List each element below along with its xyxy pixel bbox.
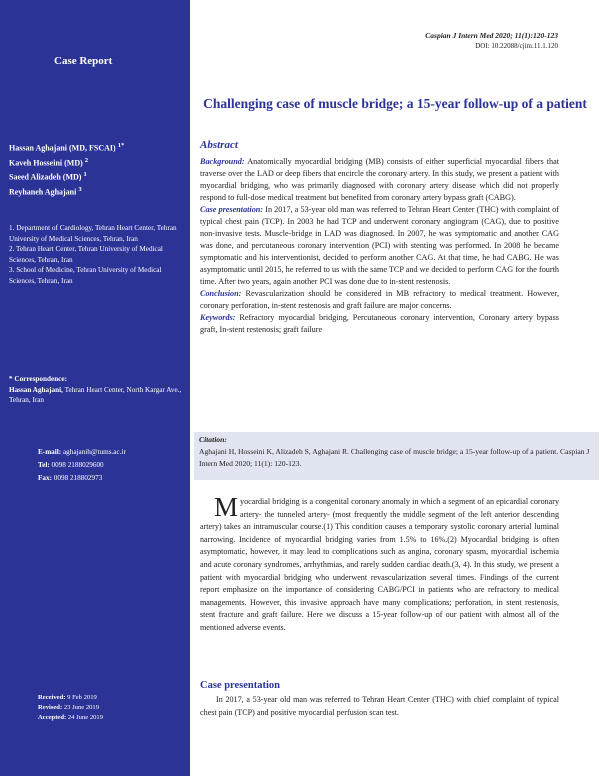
introduction xyxy=(200,492,559,635)
article-title: Challenging case of muscle bridge; a 15-year follow-up of a patient xyxy=(203,96,587,111)
citation-heading: Citation: xyxy=(199,435,227,444)
journal-header xyxy=(425,30,558,52)
email-link[interactable]: aghajanih@tums.ac.ir xyxy=(62,448,126,456)
affiliation: 1. Department of Cardiology, Tehran Heart Center, Tehran University of Medical Sciences, Tehran, Iran xyxy=(9,224,177,243)
author: Hassan Aghajani (MD, FSCAI) $^{1*}$ xyxy=(9,142,125,153)
citation-box xyxy=(194,432,599,480)
affiliation: 2. Tehran Heart Center, Tehran University of Medical Sciences, Tehran, Iran xyxy=(9,245,163,264)
fax-value: 0098 218802973 xyxy=(53,474,103,482)
author: Reyhaneh Aghajani $^3$ xyxy=(9,185,82,197)
affiliations xyxy=(9,223,185,287)
accepted-date: 24 June 2019 xyxy=(67,714,104,721)
citation-text: Aghajani H, Hosseini K, Alizadeh S, Aghajani R. Challenging case of muscle bridge; a 15-year follow-up of a patient. Caspian J Intern Med 2020; 11(1): 120-123. xyxy=(199,447,590,468)
received-date: 9 Feb 2019 xyxy=(67,694,97,701)
author: Saeed Alizadeh (MD) $^1$ xyxy=(9,171,87,182)
abstract-conclusion: Conclusion: Revascularization should be considered in MB refractory to medical treatment. However, coronary perforation, in-stent restenosis and graft failure are major concerns. xyxy=(200,289,559,310)
abstract-keywords: Keywords: Refractory myocardial bridging, Percutaneous coronary intervention, Coronary artery bypass graft, In-stent restenosis; graft failure xyxy=(200,313,559,334)
correspondence-label: * Correspondence: xyxy=(9,375,67,383)
correspondence-name: Hassan Aghajani, xyxy=(9,385,63,394)
abstract-body xyxy=(200,156,559,336)
intro-text: yocardial bridging is a congenital coronary anomaly in which a segment of an epicardial coronary artery- the tunneled artery- (most frequently the middle segment of the left anterior descending artery) takes an intramuscular course.(1) This condition causes a temporary systolic coronary arterial luminal narrowing. Incidence of myocardial bridging varies from 1.5% to 16%.(2) Myocardial bridging is often asymptomatic, however, it may lead to complications such as angina, coronary spasm, myocardial ischemia and acute coronary syndromes, arrhythmias, and rarely sudden cardiac death.(3, 4). In this study, we present a patient with myocardial bridging who underwent revascularization several times. Findings of the current report emphasize on the importance of considering CABG/PCI in patients who are refractory to medical managements. However, this invasive approach have many complications; perforation, in stent restenosis, stent fracture and graft failure. Here we discuss a 15-year follow-up of our patient with almost all of the mentioned adverse events. xyxy=(200,497,559,632)
correspondence xyxy=(9,374,185,406)
tel-value: 0098 2188029600 xyxy=(51,461,104,469)
author: Kaveh Hosseini (MD) $^2$ xyxy=(9,156,89,168)
journal-citation: Caspian J Intern Med 2020; 11(1):120-123 xyxy=(425,31,558,40)
correspondence-address: Tehran Heart Center, North Kargar Ave., Tehran, Iran xyxy=(9,385,182,405)
fax-label: Fax: xyxy=(38,474,52,482)
abstract-background: Background: Anatomically myocardial bridging (MB) consists of either superficial myocardial fibers that traverse over the LAD or deep fibers that encircle the coronary artery. In this study, we present a patient with myocardial bridging, who was primarily diagnosed with coronary artery disease which did not properly respond to full-dose medical treatment but benefited from coronary artery bypass graft (CABG). xyxy=(200,157,559,202)
doi[interactable]: DOI: 10.22088/cjim.11.1.120 xyxy=(475,42,558,50)
revised-date: 23 June 2019 xyxy=(63,704,100,711)
case-presentation-text: In 2017, a 53-year old man was referred to Tehran Heart Center (THC) with chief complaint of typical chest pain (TCP) and positive myocardial perfusion scan test. xyxy=(200,695,559,717)
sidebar xyxy=(0,0,190,776)
abstract-case: Case presentation: In 2017, a 53-year old man was referred to Tehran Heart Center (THC) with complaint of typical chest pain (TCP). In 2003 he had TCP and underwent coronary angiogram (CAG), due to positive non-invasive tests. Muscle-bridge in LAD was diagnosed. In 2007, he was symptomatic and another CAG was done, and percutaneous coronary intervention (PCI) with stenting was performed. In 2008 he became symptomatic and his interventionist, decided to perform another CAG. At that time, he had CABG. He was asymptomatic until 2015, he referred to us with the same TCP and we decided to perform CAG for the fourth time. After two years, again another PCI was done due to in-stent restenosis. xyxy=(200,205,559,286)
abstract-heading: Abstract xyxy=(200,139,238,151)
case-presentation-heading: Case presentation xyxy=(200,680,281,691)
drop-cap: M xyxy=(214,492,239,522)
contact-info xyxy=(38,446,126,485)
article-dates: Received: 9 Feb 2019 Revised: 23 June 2019 Accepted: 24 June 2019 xyxy=(38,694,104,721)
email-label: E-mail: xyxy=(38,448,62,456)
affiliation: 3. School of Medicine, Tehran University of Medical Sciences, Tehran, Iran xyxy=(9,266,162,285)
author-list xyxy=(9,140,124,199)
article-type: Case Report xyxy=(54,55,113,67)
tel-label: Tel: xyxy=(38,461,50,469)
